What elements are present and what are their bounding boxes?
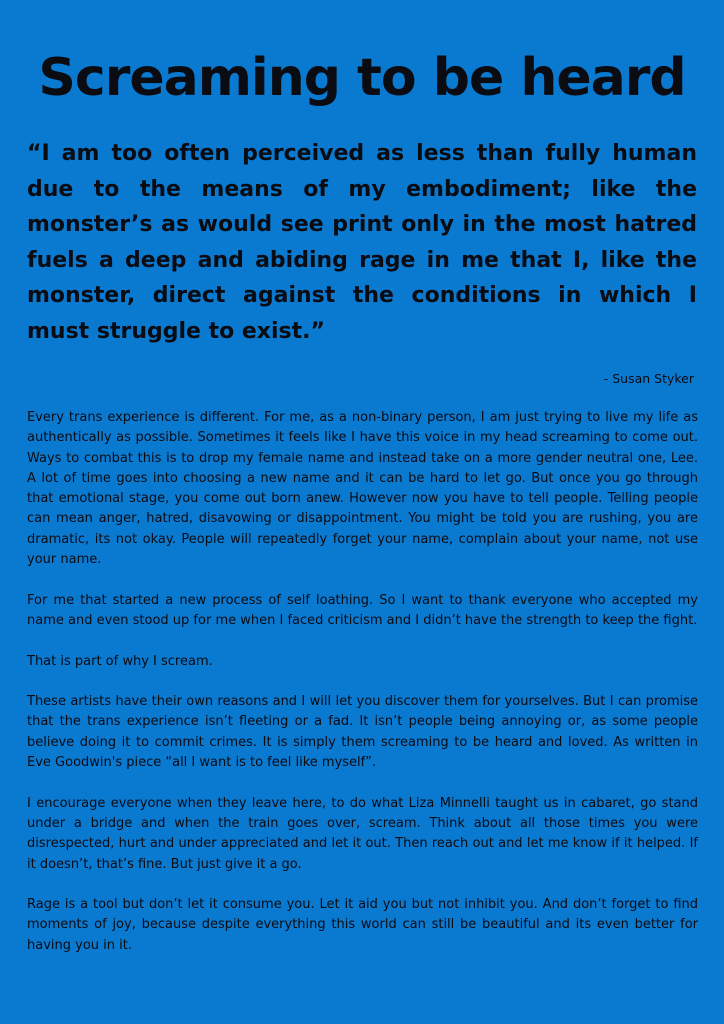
quote-attribution: - Susan Styker bbox=[603, 371, 694, 386]
body-text bbox=[27, 408, 698, 956]
body-paragraph: That is part of why I scream. bbox=[27, 653, 213, 669]
body-paragraph: I encourage everyone when they leave here, to do what Liza Minnelli taught us in cabaret, go stand under a bridge and when the train goes over, scream. Think about all those times you were disrespected, hurt and under appreciated and let it out. Then reach out and let me know if it helped. If it doesn’t, that’s fine. But just give it a go. bbox=[27, 795, 698, 872]
body-paragraph: For me that started a new process of self loathing. So I want to thank everyone who accepted my name and even stood up for me when I faced criticism and I didn’t have the strength to keep the fight. bbox=[27, 592, 698, 628]
body-paragraph: These artists have their own reasons and I will let you discover them for yourselves. But I can promise that the trans experience isn’t fleeting or a fad. It isn’t people being annoying or, as some people believe doing it to commit crimes. It is simply them screaming to be heard and loved. As written in Eve Goodwin's piece “all I want is to feel like myself”. bbox=[27, 694, 698, 771]
body-paragraph: Every trans experience is different. For me, as a non-binary person, I am just trying to live my life as authentically as possible. Sometimes it feels like I have this voice in my head screaming to come out. Ways to combat this is to drop my female name and instead take on a more gender neutral one, Lee. A lot of time goes into choosing a new name and it can be hard to let go. But once you go through that emotional stage, you come out born anew. However now you have to tell people. Telling people can mean anger, hatred, disavowing or disappointment. You might be told you are rushing, you are dramatic, its not okay. People will repeatedly forget your name, complain about your name, not use your name. bbox=[27, 410, 698, 568]
body-paragraph: Rage is a tool but don’t let it consume you. Let it aid you but not inhibit you. And don’t forget to find moments of joy, because despite everything this world can still be beautiful and its even better for having you in it. bbox=[27, 897, 698, 953]
quote-text: “I am too often perceived as less than fully human due to the means of my embodiment; like the monster’s as would see print only in the most hatred fuels a deep and abiding rage in me that I, like the monster, direct against the conditions in which I must struggle to exist.” bbox=[27, 141, 697, 344]
page-title: Screaming to be heard bbox=[38, 48, 686, 108]
